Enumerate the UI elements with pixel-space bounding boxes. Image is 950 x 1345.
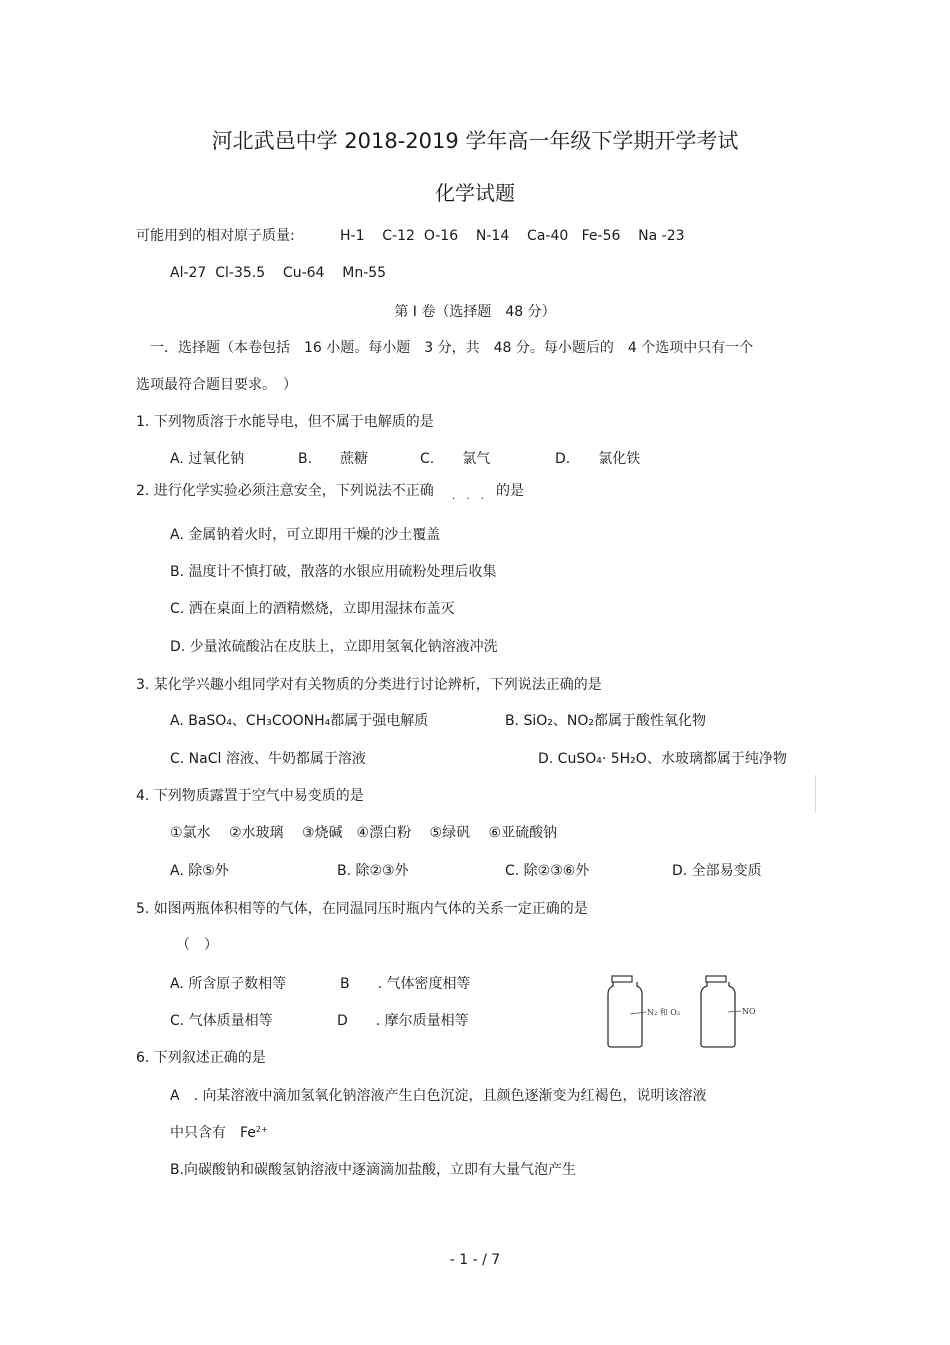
exam-subtitle: 化学试题: [435, 181, 515, 205]
q2-option-c: C. 洒在桌面上的酒精燃烧，立即用湿抹布盖灭: [170, 601, 455, 617]
q2-option-b: B. 温度计不慎打破，散落的水银应用硫粉处理后收集: [170, 564, 497, 580]
atomic-mass-line2: Al-27 Cl-35.5 Cu-64 Mn-55: [170, 265, 387, 281]
fe-charge-superscript: 2+: [255, 1125, 268, 1134]
q3-option-c: C. NaCl 溶液、牛奶都属于溶液: [170, 751, 366, 767]
q6-option-a-line1: A . 向某溶液中滴加氢氧化钠溶液产生白色沉淀，且颜色逐渐变为红褐色，说明该溶液: [170, 1088, 707, 1104]
atomic-mass-line1: H-1 C-12 O-16 N-14 Ca-40 Fe-56 Na -23: [340, 228, 685, 244]
q1-option-a: A. 过氧化钠: [170, 451, 245, 467]
q6-option-b: B.向碳酸钠和碳酸氢钠溶液中逐滴滴加盐酸，立即有大量气泡产生: [170, 1162, 577, 1178]
page-number: - 1 - / 7: [449, 1252, 501, 1268]
scan-artifact-line: [815, 775, 816, 813]
q1-option-c: C. 氯气: [420, 451, 491, 467]
q6-stem: 6. 下列叙述正确的是: [136, 1050, 266, 1066]
q3-option-b: B. SiO₂、NO₂都属于酸性氧化物: [505, 713, 707, 729]
q3-stem: 3. 某化学兴趣小组同学对有关物质的分类进行讨论辨析，下列说法正确的是: [136, 677, 602, 693]
q3-option-a: A. BaSO₄、CH₃COONH₄都属于强电解质: [170, 713, 429, 729]
section-instructions-1: 一．选择题（本卷包括 16 小题。每小题 3 分，共 48 分。每小题后的 4 个选项中只有一个: [150, 340, 754, 356]
bottle-2: [701, 976, 741, 1047]
q2-emphasis-dots: · · ·: [452, 494, 488, 505]
q6-option-a-line2: 中只含有 $Fe^{2+}$: [170, 1125, 268, 1141]
bottle-2-label: NO: [742, 1007, 756, 1016]
q4-option-c: C. 除②③⑥外: [505, 863, 590, 879]
q4-items: ①氯水 ②水玻璃 ③烧碱 ④漂白粉 ⑤绿矾 ⑥亚硫酸钠: [170, 825, 558, 841]
bottle-1-label: N₂ 和 O₂: [647, 1008, 681, 1017]
q5-stem: 5. 如图两瓶体积相等的气体，在同温同压时瓶内气体的关系一定正确的是: [136, 901, 588, 917]
q1-option-d: D. 氯化铁: [555, 451, 641, 467]
q5-option-c: C. 气体质量相等: [170, 1013, 273, 1029]
section-title: 第 Ⅰ 卷（选择题 48 分）: [394, 304, 556, 320]
gas-bottles-figure: [600, 972, 770, 1052]
q2-stem-part2: 的是: [496, 483, 524, 499]
q4-stem: 4. 下列物质露置于空气中易变质的是: [136, 788, 364, 804]
q4-option-b: B. 除②③外: [337, 863, 409, 879]
q4-option-d: D. 全部易变质: [672, 863, 762, 879]
q2-stem-part1: 2. 进行化学实验必须注意安全，下列说法不正确: [136, 483, 434, 499]
q2-option-a: A. 金属钠着火时，可立即用干燥的沙土覆盖: [170, 527, 441, 543]
q5-option-a: A. 所含原子数相等: [170, 976, 287, 992]
q2-option-d: D. 少量浓硫酸沾在皮肤上，立即用氢氧化钠溶液冲洗: [170, 639, 498, 655]
exam-title: 河北武邑中学 2018-2019 学年高一年级下学期开学考试: [211, 129, 739, 153]
bottle-1: [608, 976, 646, 1047]
q5-answer-paren: （ ）: [176, 937, 218, 953]
section-instructions-2: 选项最符合题目要求。 ）: [136, 377, 297, 393]
q1-option-b: B. 蔗糖: [298, 451, 369, 467]
atomic-mass-label: 可能用到的相对原子质量:: [136, 228, 295, 244]
q5-option-b: B . 气体密度相等: [340, 976, 471, 992]
q5-option-d: D . 摩尔质量相等: [337, 1013, 469, 1029]
q3-option-d: D. CuSO₄· 5H₂O、水玻璃都属于纯净物: [538, 751, 787, 767]
q4-option-a: A. 除⑤外: [170, 863, 229, 879]
q1-stem: 1. 下列物质溶于水能导电，但不属于电解质的是: [136, 414, 434, 430]
